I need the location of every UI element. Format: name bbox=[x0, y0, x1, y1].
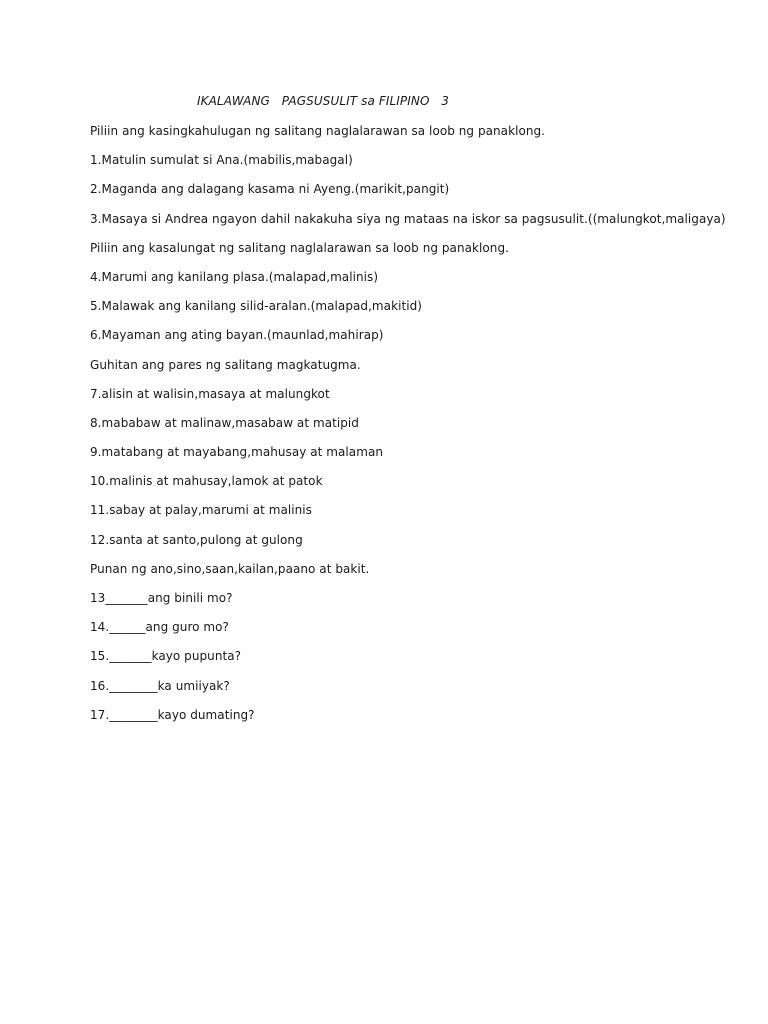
instruction-line: Piliin ang kasingkahulugan ng salitang naglalarawan sa loob ng panaklong. bbox=[90, 124, 546, 138]
question-line: 17.________kayo dumating? bbox=[90, 707, 255, 722]
question-line: 12.santa at santo,pulong at gulong bbox=[90, 532, 303, 547]
question-line: 2.Maganda ang dalagang kasama ni Ayeng.(marikit,pangit) bbox=[90, 182, 450, 197]
document-title: IKALAWANG PAGSUSULIT sa FILIPINO 3 bbox=[197, 94, 449, 108]
question-line: 15._______kayo pupunta? bbox=[90, 649, 242, 664]
document-body bbox=[90, 122, 726, 735]
question-line: 13_______ang binili mo? bbox=[90, 591, 233, 605]
instruction-line: Punan ng ano,sino,saan,kailan,paano at bakit. bbox=[90, 561, 370, 576]
question-line: 11.sabay at palay,marumi at malinis bbox=[90, 503, 312, 518]
question-line: 7.alisin at walisin,masaya at malungkot bbox=[90, 386, 330, 401]
instruction-line: Guhitan ang pares ng salitang magkatugma. bbox=[90, 357, 361, 372]
question-line: 14.______ang guro mo? bbox=[90, 620, 229, 635]
question-line: 6.Mayaman ang ating bayan.(maunlad,mahirap) bbox=[90, 328, 384, 343]
question-line: 8.mababaw at malinaw,masabaw at matipid bbox=[90, 415, 359, 430]
question-line: 1.Matulin sumulat si Ana.(mabilis,mabagal) bbox=[90, 153, 353, 168]
instruction-line: Piliin ang kasalungat ng salitang naglalarawan sa loob ng panaklong. bbox=[90, 240, 509, 255]
question-line: 5.Malawak ang kanilang silid-aralan.(malapad,makitid) bbox=[90, 299, 422, 314]
question-line: 3.Masaya si Andrea ngayon dahil nakakuha siya ng mataas na iskor sa pagsusulit.((malungkot,maligaya) bbox=[90, 211, 726, 226]
question-line: 16.________ka umiiyak? bbox=[90, 678, 230, 693]
question-line: 10.malinis at mahusay,lamok at patok bbox=[90, 474, 323, 489]
question-line: 4.Marumi ang kanilang plasa.(malapad,malinis) bbox=[90, 269, 379, 284]
question-line: 9.matabang at mayabang,mahusay at malaman bbox=[90, 445, 384, 460]
